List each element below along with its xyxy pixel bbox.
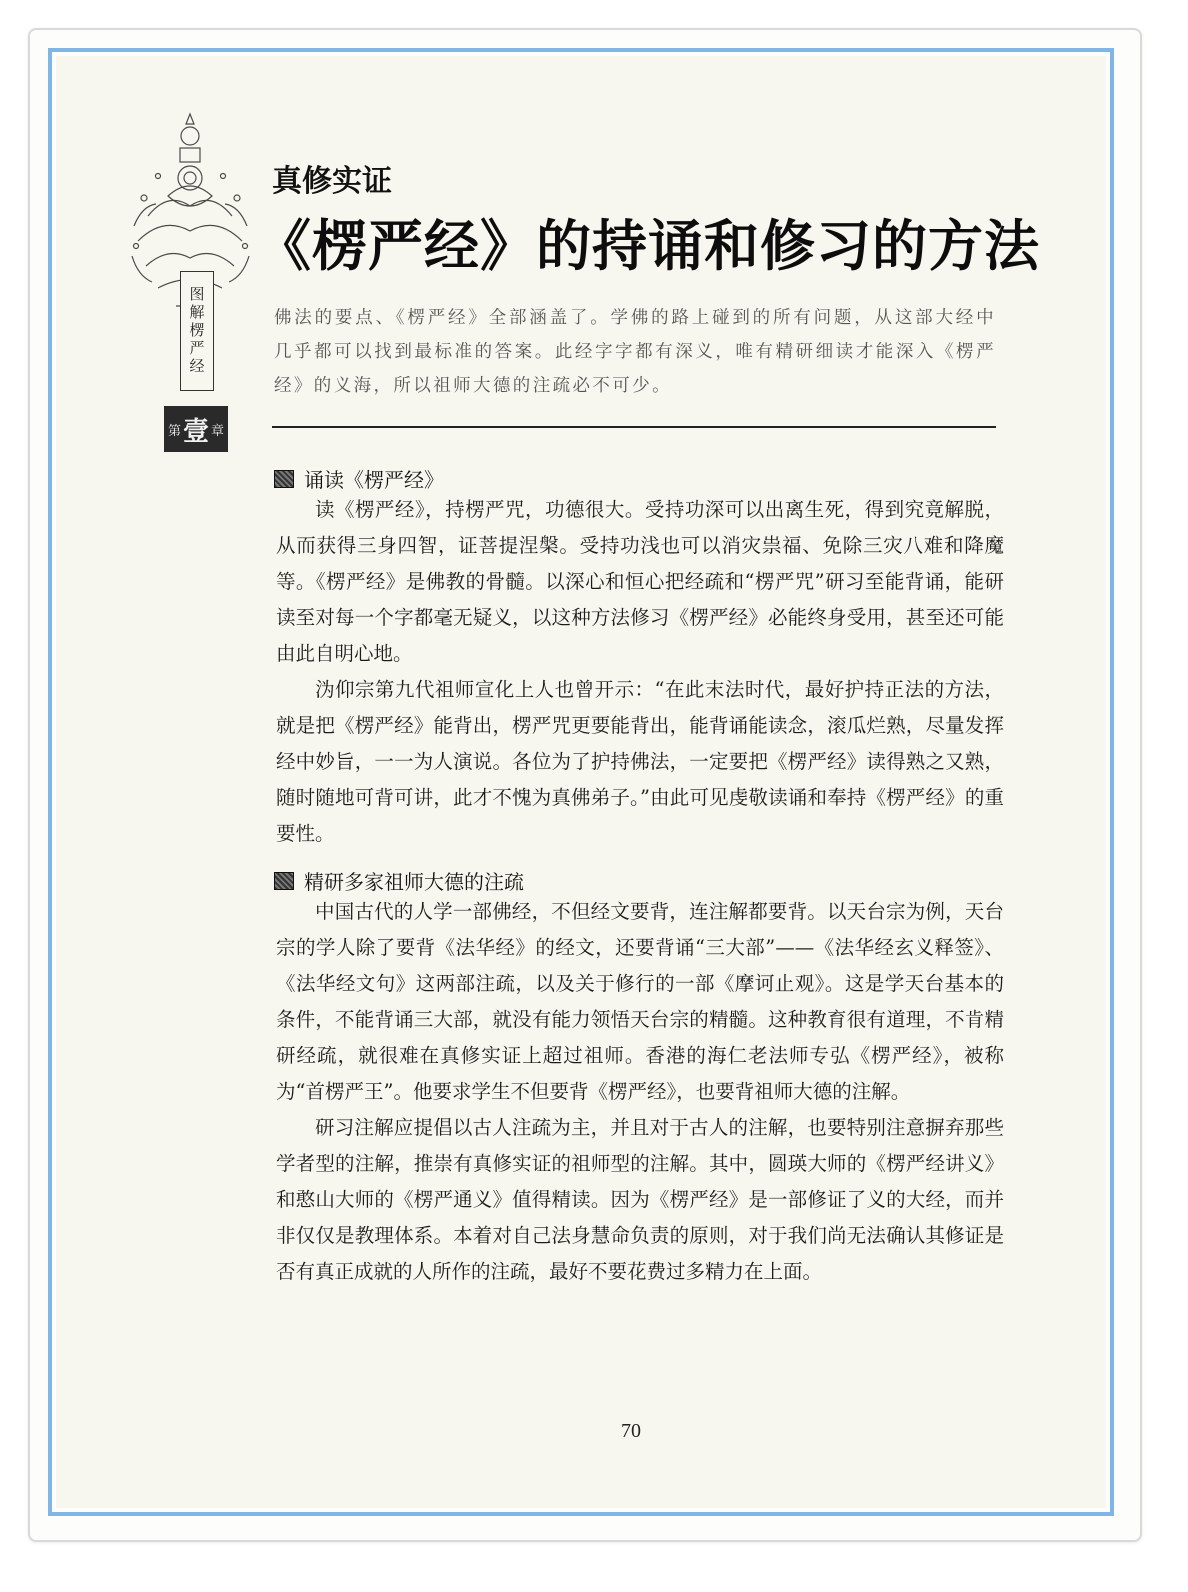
section-heading-text: 诵读《楞严经》 [304, 468, 444, 492]
book-side-label: 图解楞严经 [180, 271, 214, 391]
page-subtitle: 真修实证 [272, 164, 392, 199]
section-heading-recitation [274, 464, 444, 493]
page-title: 《楞严经》的持诵和修习的方法 [256, 214, 1041, 278]
section-body-recitation [276, 492, 1004, 852]
section-body-commentaries [276, 894, 1004, 1290]
body-paragraph: 中国古代的人学一部佛经，不但经文要背，连注解都要背。以天台宗为例，天台宗的学人除了要背《法华经》的经文，还要背诵“三大部”——《法华经玄义释签》、《法华经文句》这两部注疏，以及关于修行的一部《摩诃止观》。这是学天台基本的条件，不能背诵三大部，就没有能力领悟天台宗的精髓。这种教育很有道理，不肯精研经疏，就很难在真修实证上超过祖师。香港的海仁老法师专弘《楞严经》，被称为“首楞严王”。他要求学生不但要背《楞严经》，也要背祖师大德的注解。 [276, 900, 1004, 1103]
chapter-number: 壹 [182, 416, 209, 447]
section-heading-commentaries [274, 866, 524, 895]
body-paragraph: 研习注解应提倡以古人注疏为主，并且对于古人的注解，也要特别注意摒弃那些学者型的注解，推崇有真修实证的祖师型的注解。其中，圆瑛大师的《楞严经讲义》和憨山大师的《楞严通义》值得精读。因为《楞严经》是一部修证了义的大经，而并非仅仅是教理体系。本着对自己法身慧命负责的原则，对于我们尚无法确认其修证是否有真正成就的人所作的注疏，最好不要花费过多精力在上面。 [276, 1116, 1004, 1283]
page-number: 70 [621, 1420, 641, 1442]
body-paragraph: 读《楞严经》，持楞严咒，功德很大。受持功深可以出离生死，得到究竟解脱，从而获得三身四智，证菩提涅槃。受持功浅也可以消灾祟福、免除三灾八难和降魔等。《楞严经》是佛教的骨髓。以深心和恒心把经疏和“楞严咒”研习至能背诵，能研读至对每一个字都毫无疑义，以这种方法修习《楞严经》必能终身受用，甚至还可能由此自明心地。 [276, 498, 1004, 665]
book-page [56, 56, 1106, 1508]
section-marker-icon [274, 872, 294, 890]
intro-divider [272, 426, 996, 428]
section-heading-text: 精研多家祖师大德的注疏 [304, 870, 524, 894]
chapter-prefix: 第 [167, 423, 181, 439]
chapter-suffix: 章 [211, 423, 225, 439]
intro-paragraph: 佛法的要点、《楞严经》全部涵盖了。学佛的路上碰到的所有问题，从这部大经中几乎都可以找到最标准的答案。此经字字都有深义，唯有精研细读才能深入《楞严经》的义海，所以祖师大德的注疏必不可少。 [274, 308, 996, 396]
chapter-badge [164, 406, 228, 452]
section-marker-icon [274, 470, 294, 488]
body-paragraph: 沩仰宗第九代祖师宣化上人也曾开示：“在此末法时代，最好护持正法的方法，就是把《楞严经》能背出，楞严咒更要能背出，能背诵能读念，滚瓜烂熟，尽量发挥经中妙旨，一一为人演说。各位为了护持佛法，一定要把《楞严经》读得熟之又熟，随时随地可背可讲，此才不愧为真佛弟子。”由此可见虔敬读诵和奉持《楞严经》的重要性。 [276, 678, 1004, 845]
